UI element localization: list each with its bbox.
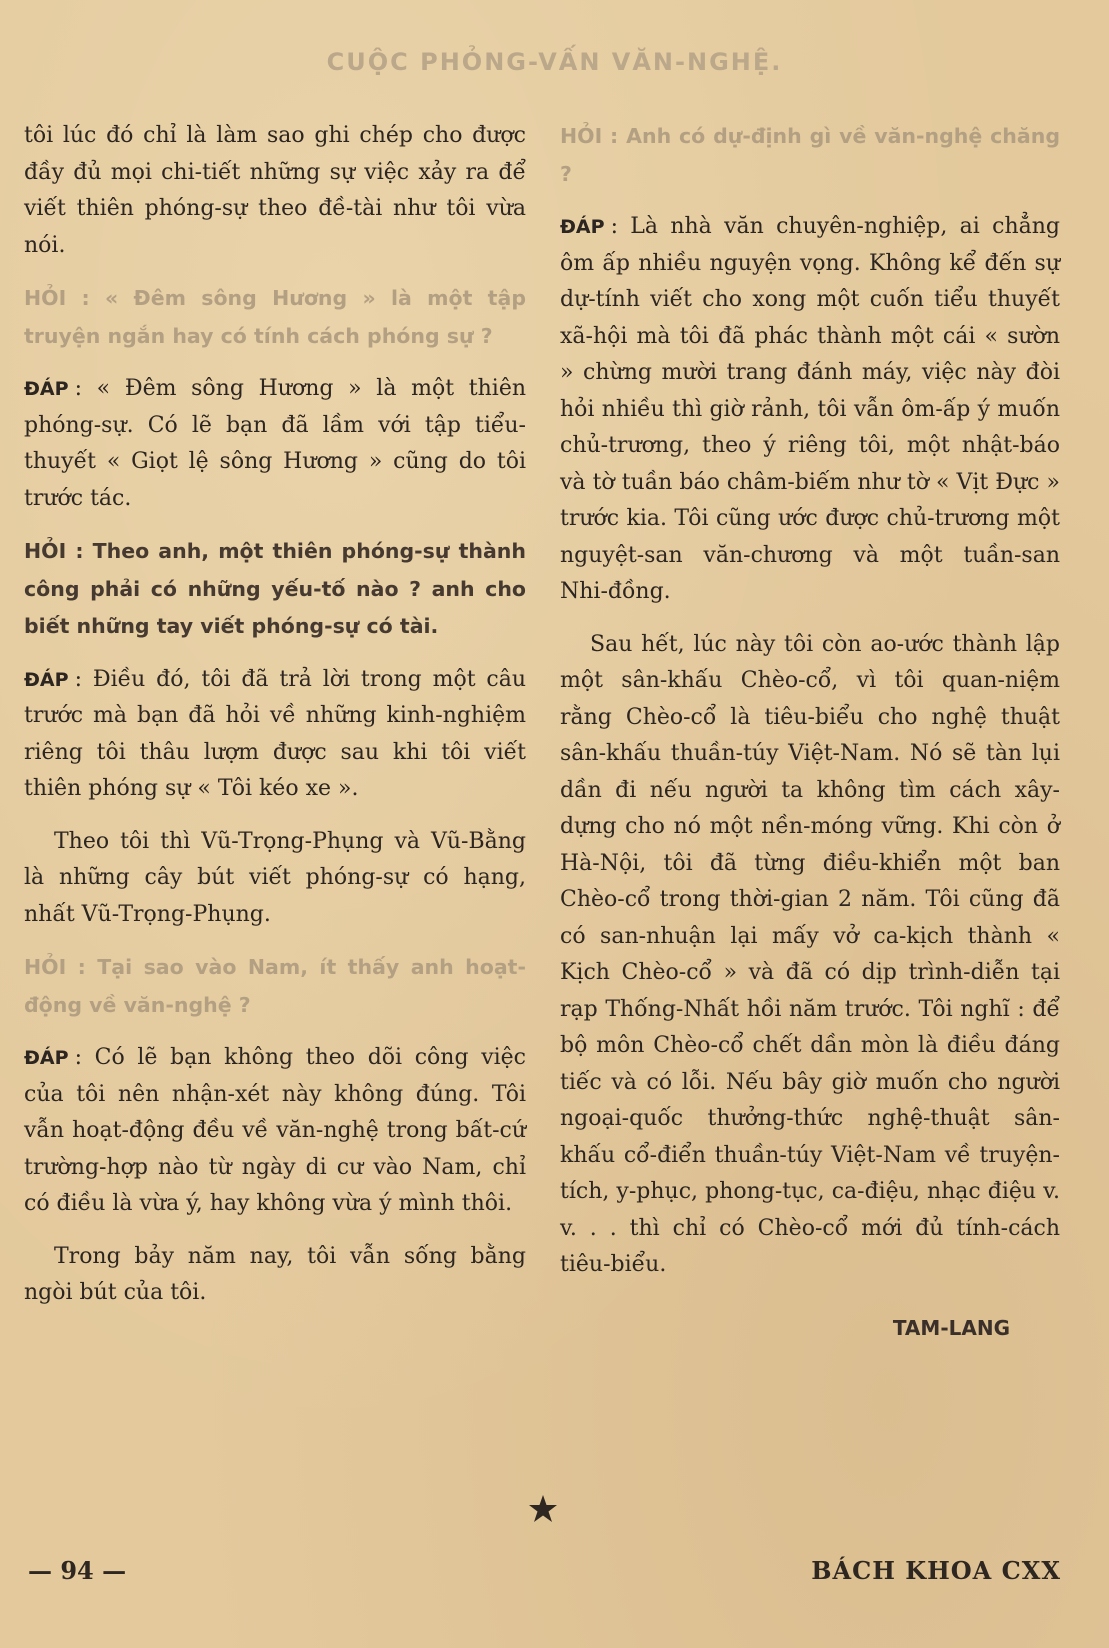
question-label: HỎI: [24, 955, 67, 979]
question-paragraph: HỎI : « Đêm sông Hương » là một tập truyện ngắn hay có tính cách phóng sự ?: [24, 286, 526, 348]
magazine-issue: BÁCH KHOA CXX: [811, 1556, 1061, 1585]
paragraph: tôi lúc đó chỉ là làm sao ghi chép cho được đầy đủ mọi chi-tiết những sự việc xảy ra để viết thiên phóng-sự theo đề-tài như tôi vừa nói.: [24, 123, 526, 258]
star-ornament-icon: [528, 1494, 558, 1524]
paragraph: Trong bảy năm nay, tôi vẫn sống bằng ngòi bút của tôi.: [24, 1243, 526, 1305]
answer-label: ĐÁP: [560, 216, 605, 238]
answer-label: ĐÁP: [24, 1047, 69, 1069]
page-number: — 94 —: [28, 1556, 127, 1585]
right-column: [560, 118, 1060, 1346]
question-label: HỎI: [560, 124, 603, 148]
running-title: CUỘC PHỎNG-VẤN VĂN-NGHỆ.: [326, 48, 783, 76]
author-signature: TAM-LANG: [892, 1315, 1010, 1340]
answer-label: ĐÁP: [24, 668, 69, 691]
question-text: Anh có dự-định gì về văn-nghệ chăng ?: [560, 124, 1060, 186]
paragraph: Sau hết, lúc này tôi còn ao-ước thành lập một sân-khấu Chèo-cổ, vì tôi quan-niệm rằng Chèo-cổ là tiêu-biểu cho nghệ thuật sân-khấu thuần-túy Việt-Nam. Nó sẽ tàn lụi dần đi nếu người ta không tìm cách xây-dựng cho nó một nền-móng vững. Khi còn ở Hà-Nội, tôi đã từng điều-khiển một ban Chèo-cổ trong thời-gian 2 năm. Tôi cũng đã có san-nhuận lại mấy vở ca-kịch thành « Kịch Chèo-cổ » và đã có dịp trình-diễn tại rạp Thống-Nhất hồi năm trước. Tôi nghĩ : để bộ môn Chèo-cổ chết dần mòn là điều đáng tiếc và có lỗi. Nếu bây giờ muốn cho người ngoại-quốc thưởng-thức nghệ-thuật sân-khấu cổ-điển thuần-túy Việt-Nam về truyện-tích, y-phục, phong-tục, ca-điệu, nhạc điệu v. v. . . thì chỉ có Chèo-cổ mới đủ tính-cách tiêu-biểu.: [560, 631, 1060, 1277]
question-text: « Đêm sông Hương » là một tập truyện ngắn hay có tính cách phóng sự ?: [24, 286, 526, 348]
question-paragraph: HỎI : Anh có dự-định gì về văn-nghệ chăng ?: [560, 124, 1060, 186]
answer-text: « Đêm sông Hương » là một thiên phóng-sự. Có lẽ bạn đã lầm với tập tiểu-thuyết « Giọt lệ sông Hương » cũng do tôi trước tác.: [24, 376, 527, 511]
answer-paragraph: ĐÁP : Là nhà văn chuyên-nghiệp, ai chẳng ôm ấp nhiều nguyện vọng. Không kể đến sự dự-tính viết cho xong một cuốn tiểu thuyết xã-hội mà tôi đã phác thành một cái « sườn » chừng mười trang đánh máy, việc này đòi hỏi nhiều thì giờ rảnh, tôi vẫn ôm-ấp ý muốn chủ-trương, theo ý riêng tôi, một nhật-báo và tờ tuần báo châm-biếm như tờ « Vịt Đực » trước kia. Tôi cũng ước được chủ-trương một nguyệt-san văn-chương và một tuần-san Nhi-đồng.: [560, 214, 1061, 604]
answer-paragraph: ĐÁP : Có lẽ bạn không theo dõi công việc của tôi nên nhận-xét này không đúng. Tôi vẫn hoạt-động đều về văn-nghệ trong bất-cứ trường-hợp nào từ ngày di cư vào Nam, chỉ có điều là vừa ý, hay không vừa ý mình thôi.: [24, 1045, 527, 1216]
answer-text: Điều đó, tôi đã trả lời trong một câu trước mà bạn đã hỏi về những kinh-nghiệm riêng tôi thâu lượm được sau khi tôi viết thiên phóng sự « Tôi kéo xe ».: [24, 666, 526, 801]
left-column: [24, 118, 526, 1328]
paragraph: Theo tôi thì Vũ-Trọng-Phụng và Vũ-Bằng là những cây bút viết phóng-sự có hạng, nhất Vũ-Trọng-Phụng.: [24, 828, 526, 927]
question-paragraph: HỎI : Theo anh, một thiên phóng-sự thành công phải có những yếu-tố nào ? anh cho biết những tay viết phóng-sự có tài.: [24, 539, 526, 638]
question-text: Tại sao vào Nam, ít thấy anh hoạt-động về văn-nghệ ?: [24, 955, 526, 1017]
answer-text: Là nhà văn chuyên-nghiệp, ai chẳng ôm ấp nhiều nguyện vọng. Không kể đến sự dự-tính viết cho xong một cuốn tiểu thuyết xã-hội mà tôi đã phác thành một cái « sườn » chừng mười trang đánh máy, việc này đòi hỏi nhiều thì giờ rảnh, tôi vẫn ôm-ấp ý muốn chủ-trương, theo ý riêng tôi, một nhật-báo và tờ tuần báo châm-biếm như tờ « Vịt Đực » trước kia. Tôi cũng ước được chủ-trương một nguyệt-san văn-chương và một tuần-san Nhi-đồng.: [560, 214, 1061, 604]
answer-label: ĐÁP: [24, 378, 69, 400]
question-label: HỎI: [24, 286, 67, 310]
answer-text: Có lẽ bạn không theo dõi công việc của tôi nên nhận-xét này không đúng. Tôi vẫn hoạt-động đều về văn-nghệ trong bất-cứ trường-hợp nào từ ngày di cư vào Nam, chỉ có điều là vừa ý, hay không vừa ý mình thôi.: [24, 1045, 527, 1216]
answer-paragraph: ĐÁP : Điều đó, tôi đã trả lời trong một câu trước mà bạn đã hỏi về những kinh-nghiệm riêng tôi thâu lượm được sau khi tôi viết thiên phóng sự « Tôi kéo xe ».: [24, 666, 526, 801]
question-paragraph: HỎI : Tại sao vào Nam, ít thấy anh hoạt-động về văn-nghệ ?: [24, 955, 526, 1017]
question-label: HỎI: [24, 539, 67, 563]
question-text: Theo anh, một thiên phóng-sự thành công phải có những yếu-tố nào ? anh cho biết những tay viết phóng-sự có tài.: [24, 539, 526, 638]
answer-paragraph: ĐÁP : « Đêm sông Hương » là một thiên phóng-sự. Có lẽ bạn đã lầm với tập tiểu-thuyết « Giọt lệ sông Hương » cũng do tôi trước tác.: [24, 376, 527, 511]
